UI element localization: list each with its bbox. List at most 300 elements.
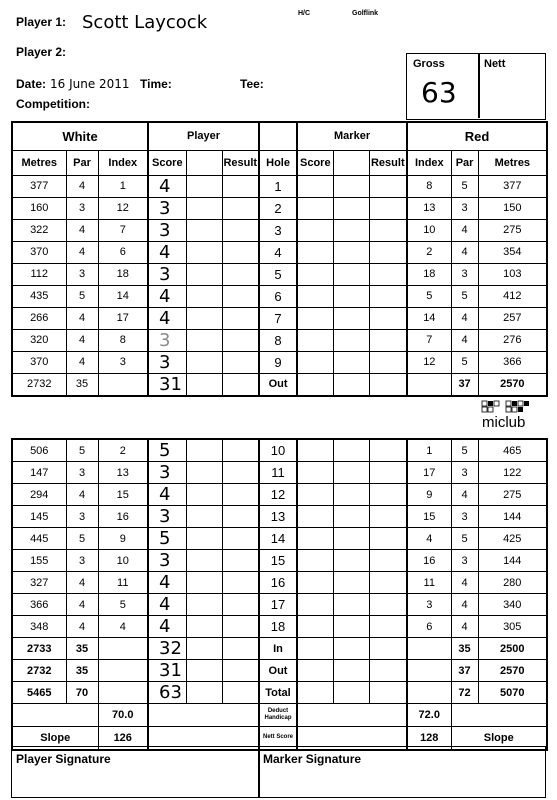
player-result <box>222 660 259 682</box>
marker-score-extra <box>333 528 369 550</box>
player-score: 4 <box>148 616 186 638</box>
red-index: 7 <box>407 329 451 351</box>
marker-score-extra <box>333 329 369 351</box>
marker-result <box>369 572 407 594</box>
red-par: 5 <box>451 528 478 550</box>
hole-row <box>12 307 547 329</box>
red-index: 8 <box>407 175 451 197</box>
hole-number: 2 <box>259 197 297 219</box>
red-index-total <box>407 660 451 682</box>
white-par: 4 <box>66 616 98 638</box>
hole-number: 15 <box>259 550 297 572</box>
player1-name: Scott Laycock <box>82 12 208 33</box>
red-metres: 354 <box>478 241 547 263</box>
white-metres: 147 <box>12 462 66 484</box>
red-index-total <box>407 638 451 660</box>
marker-score-extra <box>333 660 369 682</box>
back-nine-table <box>11 438 548 751</box>
hole-row <box>12 329 547 351</box>
player-score-extra <box>186 373 222 396</box>
red-par: 4 <box>451 307 478 329</box>
white-par: 3 <box>66 197 98 219</box>
white-metres: 348 <box>12 616 66 638</box>
hole-col-header: Hole <box>259 150 297 175</box>
marker-score-extra <box>333 550 369 572</box>
nett-score-label: Nett Score <box>259 727 297 750</box>
player-signature-label: Player Signature <box>16 752 111 766</box>
marker-score-extra <box>333 638 369 660</box>
hole-number: 13 <box>259 506 297 528</box>
hole-row <box>12 241 547 263</box>
total-row <box>12 660 547 682</box>
white-index: 15 <box>98 484 148 506</box>
white-par: 3 <box>66 550 98 572</box>
white-par: 5 <box>66 528 98 550</box>
player-result <box>222 439 259 462</box>
marker-score-extra <box>333 439 369 462</box>
total-row <box>12 682 547 704</box>
par-col-header: Par <box>66 150 98 175</box>
player-score: 3 <box>148 462 186 484</box>
marker-score-extra <box>333 197 369 219</box>
player-result <box>222 616 259 638</box>
hole-number: 4 <box>259 241 297 263</box>
red-metres: 257 <box>478 307 547 329</box>
hole-number: 6 <box>259 285 297 307</box>
nett-label: Nett <box>484 58 506 70</box>
white-rating: 70.0 <box>98 704 148 727</box>
marker-score-extra <box>333 506 369 528</box>
player-score-extra <box>186 682 222 704</box>
player-result <box>222 373 259 396</box>
player-score-extra <box>186 439 222 462</box>
miclub-brand: miclub <box>482 414 526 431</box>
hole-number: 5 <box>259 263 297 285</box>
front-nine-table <box>11 121 548 397</box>
red-par: 4 <box>451 616 478 638</box>
white-index: 18 <box>98 263 148 285</box>
hole-row <box>12 616 547 638</box>
hole-number: 17 <box>259 594 297 616</box>
red-metres-col-header: Metres <box>478 150 547 175</box>
red-index: 12 <box>407 351 451 373</box>
red-par: 4 <box>451 572 478 594</box>
white-metres: 370 <box>12 241 66 263</box>
player1-label: Player 1: <box>16 15 67 29</box>
white-index: 11 <box>98 572 148 594</box>
player-result <box>222 572 259 594</box>
red-index: 10 <box>407 219 451 241</box>
white-metres: 366 <box>12 594 66 616</box>
marker-score-extra <box>333 616 369 638</box>
white-metres: 320 <box>12 329 66 351</box>
player-score: 3 <box>148 506 186 528</box>
hole-number: 18 <box>259 616 297 638</box>
marker-score-extra <box>333 484 369 506</box>
hole-number: 12 <box>259 484 297 506</box>
hole-row <box>12 572 547 594</box>
hole-row <box>12 528 547 550</box>
hole-row <box>12 462 547 484</box>
player-score: 4 <box>148 594 186 616</box>
red-index: 14 <box>407 307 451 329</box>
white-par: 4 <box>66 175 98 197</box>
white-metres: 160 <box>12 197 66 219</box>
player-result <box>222 506 259 528</box>
marker-score-extra <box>333 285 369 307</box>
total-label: In <box>259 638 297 660</box>
red-slope-label: Slope <box>451 727 547 750</box>
white-metres: 145 <box>12 506 66 528</box>
competition-label: Competition: <box>16 97 90 111</box>
player-score: 3 <box>148 329 186 351</box>
red-index: 15 <box>407 506 451 528</box>
hole-row <box>12 594 547 616</box>
red-index-total <box>407 373 451 396</box>
player-score-extra <box>186 572 222 594</box>
white-index: 3 <box>98 351 148 373</box>
player-score-total: 31 <box>148 373 186 396</box>
player-result <box>222 594 259 616</box>
marker-score <box>297 329 333 351</box>
white-index: 9 <box>98 528 148 550</box>
player-score: 3 <box>148 351 186 373</box>
white-header: White <box>12 122 148 150</box>
red-metres: 412 <box>478 285 547 307</box>
marker-result <box>369 484 407 506</box>
player-score-extra <box>186 506 222 528</box>
player-score-extra <box>186 263 222 285</box>
marker-score <box>297 175 333 197</box>
white-index: 14 <box>98 285 148 307</box>
marker-result <box>369 616 407 638</box>
player-score: 4 <box>148 572 186 594</box>
marker-score-extra <box>333 241 369 263</box>
marker-score <box>297 572 333 594</box>
white-par: 4 <box>66 484 98 506</box>
white-index: 7 <box>98 219 148 241</box>
metres-col-header: Metres <box>12 150 66 175</box>
total-label: Out <box>259 660 297 682</box>
marker-score <box>297 197 333 219</box>
red-metres-total: 2570 <box>478 373 547 396</box>
white-par: 3 <box>66 506 98 528</box>
red-par: 4 <box>451 219 478 241</box>
player-result <box>222 197 259 219</box>
marker-score <box>297 506 333 528</box>
player-score-extra <box>186 638 222 660</box>
total-label: Out <box>259 373 297 396</box>
red-par: 3 <box>451 197 478 219</box>
marker-header: Marker <box>297 122 407 150</box>
hole-number: 14 <box>259 528 297 550</box>
red-metres: 280 <box>478 572 547 594</box>
player-score-extra <box>186 462 222 484</box>
white-par: 4 <box>66 329 98 351</box>
red-metres: 305 <box>478 616 547 638</box>
player-score: 3 <box>148 197 186 219</box>
white-slope-label: Slope <box>12 727 98 750</box>
white-index: 17 <box>98 307 148 329</box>
red-metres: 425 <box>478 528 547 550</box>
date-label: Date: <box>16 77 47 91</box>
white-par: 4 <box>66 307 98 329</box>
marker-score-extra <box>333 175 369 197</box>
white-metres: 445 <box>12 528 66 550</box>
player-score-total: 32 <box>148 638 186 660</box>
player-score-extra <box>186 329 222 351</box>
red-index: 5 <box>407 285 451 307</box>
total-row <box>12 638 547 660</box>
red-par-total: 37 <box>451 660 478 682</box>
player-score-extra <box>186 594 222 616</box>
white-index: 5 <box>98 594 148 616</box>
marker-score-extra <box>333 307 369 329</box>
red-index: 1 <box>407 439 451 462</box>
marker-result <box>369 175 407 197</box>
red-index: 9 <box>407 484 451 506</box>
red-par-col-header: Par <box>451 150 478 175</box>
white-index: 16 <box>98 506 148 528</box>
score-col-header: Score <box>148 150 186 175</box>
red-index: 13 <box>407 197 451 219</box>
red-metres: 377 <box>478 175 547 197</box>
white-par: 4 <box>66 241 98 263</box>
player-result <box>222 484 259 506</box>
marker-result <box>369 462 407 484</box>
player-result <box>222 241 259 263</box>
red-index: 6 <box>407 616 451 638</box>
hole-number: 9 <box>259 351 297 373</box>
marker-result <box>369 263 407 285</box>
hole-row <box>12 219 547 241</box>
white-metres: 377 <box>12 175 66 197</box>
red-index: 2 <box>407 241 451 263</box>
marker-score <box>297 594 333 616</box>
red-par: 5 <box>451 439 478 462</box>
red-index-col-header: Index <box>407 150 451 175</box>
player-score-extra <box>186 307 222 329</box>
white-slope: 126 <box>98 727 148 750</box>
red-index: 11 <box>407 572 451 594</box>
white-metres-total: 2732 <box>12 373 66 396</box>
marker-result <box>369 197 407 219</box>
white-par: 4 <box>66 351 98 373</box>
marker-score <box>297 660 333 682</box>
player-result <box>222 462 259 484</box>
marker-result <box>369 439 407 462</box>
red-index: 3 <box>407 594 451 616</box>
marker-score-extra <box>333 682 369 704</box>
player-score-total: 31 <box>148 660 186 682</box>
red-par: 3 <box>451 550 478 572</box>
player-score-extra <box>186 197 222 219</box>
marker-result <box>369 638 407 660</box>
marker-score-extra <box>333 219 369 241</box>
white-index: 10 <box>98 550 148 572</box>
marker-result <box>369 660 407 682</box>
red-metres: 275 <box>478 484 547 506</box>
hole-number: 1 <box>259 175 297 197</box>
tee-label: Tee: <box>240 77 264 91</box>
player-result <box>222 351 259 373</box>
player-result <box>222 263 259 285</box>
white-par: 4 <box>66 572 98 594</box>
total-row <box>12 373 547 396</box>
hole-number: 10 <box>259 439 297 462</box>
player-score-extra <box>186 219 222 241</box>
marker-score <box>297 682 333 704</box>
white-par-total: 35 <box>66 660 98 682</box>
red-index: 17 <box>407 462 451 484</box>
marker-score <box>297 351 333 373</box>
marker-result <box>369 528 407 550</box>
hole-number: 11 <box>259 462 297 484</box>
white-metres: 266 <box>12 307 66 329</box>
hole-row <box>12 484 547 506</box>
player-score: 3 <box>148 550 186 572</box>
white-metres: 327 <box>12 572 66 594</box>
player-score-extra <box>186 660 222 682</box>
marker-score <box>297 550 333 572</box>
player-score-extra <box>186 285 222 307</box>
marker-score <box>297 241 333 263</box>
hole-row <box>12 439 547 462</box>
red-par: 5 <box>451 285 478 307</box>
marker-result <box>369 682 407 704</box>
player-result <box>222 307 259 329</box>
white-par: 3 <box>66 263 98 285</box>
red-index: 16 <box>407 550 451 572</box>
white-metres: 506 <box>12 439 66 462</box>
marker-result <box>369 329 407 351</box>
marker-result <box>369 373 407 396</box>
white-metres: 112 <box>12 263 66 285</box>
player-score: 4 <box>148 285 186 307</box>
result-col-header: Result <box>222 150 259 175</box>
marker-score-extra <box>333 263 369 285</box>
hole-row <box>12 197 547 219</box>
player-score-extra <box>186 616 222 638</box>
white-metres: 370 <box>12 351 66 373</box>
player-result <box>222 528 259 550</box>
player-score: 4 <box>148 241 186 263</box>
white-metres: 435 <box>12 285 66 307</box>
marker-score-extra <box>333 373 369 396</box>
hc-label: H/C <box>298 10 311 17</box>
marker-score <box>297 307 333 329</box>
marker-score-extra <box>333 594 369 616</box>
white-index-total <box>98 638 148 660</box>
deduct-handicap-label: Deduct Handicap <box>259 704 297 727</box>
red-par-total: 35 <box>451 638 478 660</box>
player2-label: Player 2: <box>16 45 67 59</box>
white-par: 3 <box>66 462 98 484</box>
white-par-total: 35 <box>66 373 98 396</box>
red-metres: 150 <box>478 197 547 219</box>
player-score: 5 <box>148 528 186 550</box>
red-par-total: 37 <box>451 373 478 396</box>
white-metres: 322 <box>12 219 66 241</box>
white-index-total <box>98 682 148 704</box>
marker-score <box>297 462 333 484</box>
red-metres: 144 <box>478 506 547 528</box>
player-score-extra <box>186 241 222 263</box>
white-index: 4 <box>98 616 148 638</box>
red-par: 5 <box>451 175 478 197</box>
hole-row <box>12 285 547 307</box>
red-par: 4 <box>451 594 478 616</box>
white-metres-total: 2732 <box>12 660 66 682</box>
red-metres: 366 <box>478 351 547 373</box>
red-metres: 103 <box>478 263 547 285</box>
white-metres-total: 5465 <box>12 682 66 704</box>
red-metres-total: 2570 <box>478 660 547 682</box>
player-result <box>222 175 259 197</box>
red-par: 3 <box>451 462 478 484</box>
red-header: Red <box>407 122 547 150</box>
red-par: 3 <box>451 506 478 528</box>
white-index: 2 <box>98 439 148 462</box>
player-score: 3 <box>148 263 186 285</box>
hole-row <box>12 263 547 285</box>
hole-row <box>12 175 547 197</box>
player-result <box>222 285 259 307</box>
red-par: 4 <box>451 484 478 506</box>
marker-result <box>369 550 407 572</box>
red-metres: 275 <box>478 219 547 241</box>
marker-score <box>297 528 333 550</box>
marker-score <box>297 484 333 506</box>
white-metres: 294 <box>12 484 66 506</box>
player-result <box>222 329 259 351</box>
red-par: 3 <box>451 263 478 285</box>
red-metres: 144 <box>478 550 547 572</box>
player-score-extra <box>186 528 222 550</box>
red-par-total: 72 <box>451 682 478 704</box>
player-score: 4 <box>148 175 186 197</box>
marker-result-col-header: Result <box>369 150 407 175</box>
marker-score-extra <box>333 462 369 484</box>
time-label: Time: <box>140 77 172 91</box>
marker-result <box>369 594 407 616</box>
marker-score <box>297 263 333 285</box>
hole-number: 16 <box>259 572 297 594</box>
gross-value: 63 <box>421 76 457 109</box>
white-par: 5 <box>66 285 98 307</box>
red-rating: 72.0 <box>407 704 451 727</box>
white-par-total: 35 <box>66 638 98 660</box>
marker-score-extra <box>333 351 369 373</box>
hole-number: 8 <box>259 329 297 351</box>
player-header: Player <box>148 122 259 150</box>
player-result <box>222 638 259 660</box>
white-index: 13 <box>98 462 148 484</box>
red-index: 4 <box>407 528 451 550</box>
marker-score <box>297 439 333 462</box>
date-value: 16 June 2011 <box>50 77 130 91</box>
marker-score-col-header: Score <box>297 150 333 175</box>
signature-box <box>11 746 546 798</box>
player-result <box>222 219 259 241</box>
marker-score <box>297 616 333 638</box>
white-par: 4 <box>66 219 98 241</box>
player-result <box>222 682 259 704</box>
red-metres: 276 <box>478 329 547 351</box>
player-score: 4 <box>148 484 186 506</box>
marker-result <box>369 506 407 528</box>
marker-result <box>369 219 407 241</box>
